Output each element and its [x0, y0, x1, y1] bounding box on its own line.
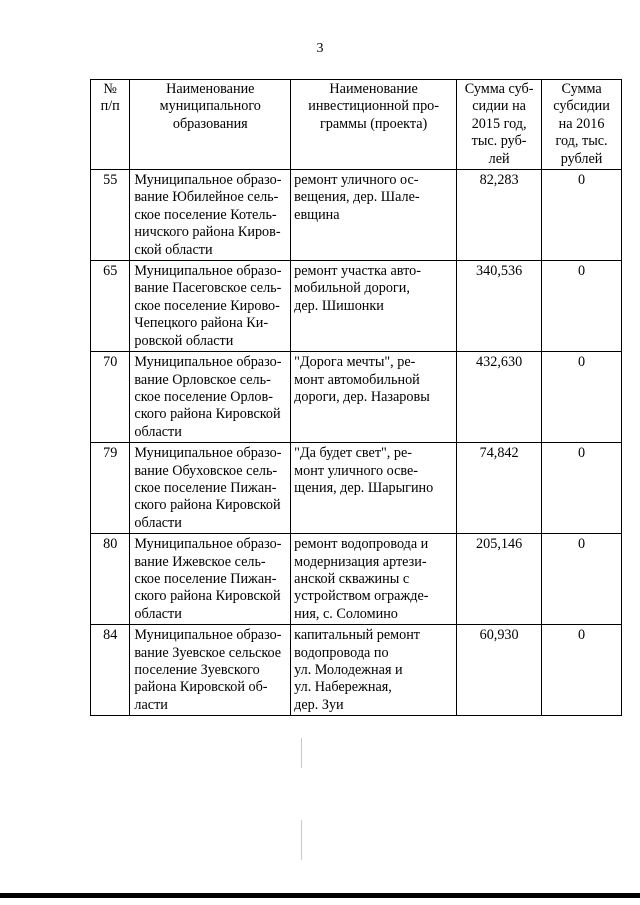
cell-line: Муниципальное образо- — [134, 536, 282, 553]
header-program-line: инвестиционной про- — [308, 98, 439, 115]
header-num — [91, 80, 130, 170]
header-sum-2016-line: рублей — [560, 150, 603, 167]
cell-line: "Да будет свет", ре- — [294, 445, 413, 462]
cell-line: Муниципальное образо- — [134, 627, 282, 644]
sum-2016-cell: 0 — [542, 352, 622, 443]
cell-line: Муниципальное образо- — [134, 172, 282, 189]
table-row — [91, 443, 622, 534]
cell-line: ремонт уличного ос- — [294, 172, 419, 189]
cell-line: ское поселение Пижан- — [134, 479, 277, 496]
header-program-line: Наименование — [329, 81, 418, 97]
cell-line: ровской области — [134, 332, 234, 349]
sum-2015-cell: 432,630 — [457, 352, 542, 443]
municipality-cell — [130, 443, 291, 534]
table-header — [91, 80, 622, 170]
sum-2015-cell: 60,930 — [457, 625, 542, 716]
program-cell — [291, 443, 457, 534]
header-sum-2016-line: субсидии — [553, 98, 610, 115]
table-row — [91, 352, 622, 443]
sum-2016-cell: 0 — [542, 625, 622, 716]
sum-2015-cell: 82,283 — [457, 170, 542, 261]
sum-2015-cell: 74,842 — [457, 443, 542, 534]
sum-2016-cell: 0 — [542, 534, 622, 625]
scan-artifact — [301, 820, 302, 860]
header-program-line: граммы (проекта) — [319, 115, 428, 132]
header-row — [91, 80, 622, 170]
row-number: 65 — [91, 261, 130, 352]
cell-line: модернизация артези- — [294, 553, 427, 570]
sum-2016-cell: 0 — [542, 443, 622, 534]
cell-line: "Дорога мечты", ре- — [294, 354, 416, 371]
cell-line: ния, с. Соломино — [294, 605, 398, 622]
cell-line: ремонт участка авто- — [294, 263, 421, 280]
cell-line: ул. Молодежная и — [294, 662, 403, 678]
sum-2015-cell: 340,536 — [457, 261, 542, 352]
cell-line: вание Обуховское сель- — [134, 462, 278, 479]
header-sum-2015 — [457, 80, 542, 170]
cell-line: Чепецкого района Ки- — [134, 315, 269, 332]
subsidy-table — [90, 79, 622, 716]
header-num-line: п/п — [100, 98, 120, 115]
cell-line: вание Ижевское сель- — [134, 553, 266, 570]
cell-line: Муниципальное образо- — [134, 354, 282, 371]
cell-line: евщина — [294, 206, 340, 223]
municipality-cell — [130, 534, 291, 625]
row-number: 80 — [91, 534, 130, 625]
program-cell — [291, 625, 457, 716]
cell-line: ской области — [134, 241, 213, 258]
cell-line: ремонт водопровода и — [294, 536, 429, 553]
municipality-cell — [130, 170, 291, 261]
cell-line: капитальный ремонт — [294, 627, 420, 644]
header-sum-2016 — [542, 80, 622, 170]
cell-line: ское поселение Котель- — [134, 206, 277, 223]
cell-line: щения, дер. Шарыгино — [294, 479, 434, 496]
cell-line: дороги, дер. Назаровы — [294, 388, 430, 405]
header-sum-2015-line: 2015 год, — [471, 115, 527, 132]
row-number: 79 — [91, 443, 130, 534]
row-number: 55 — [91, 170, 130, 261]
cell-line: Муниципальное образо- — [134, 263, 282, 280]
header-municipality — [130, 80, 291, 170]
cell-line: вание Зуевское сельское — [134, 644, 282, 661]
table-body — [91, 170, 622, 716]
header-sum-2016-line: на 2016 — [558, 115, 605, 132]
cell-line: ул. Набережная, — [294, 679, 392, 696]
table-row — [91, 625, 622, 716]
header-municipality-line: Наименование — [166, 81, 255, 97]
cell-line: вание Юбилейное сель- — [134, 189, 279, 206]
program-cell — [291, 352, 457, 443]
municipality-cell — [130, 261, 291, 352]
cell-line: ничского района Киров- — [134, 224, 281, 241]
header-sum-2015-line: Сумма суб- — [464, 81, 534, 97]
cell-line: водопровода по — [294, 644, 389, 661]
scan-artifact — [301, 738, 302, 768]
cell-line: ласти — [134, 696, 168, 713]
table-row — [91, 534, 622, 625]
cell-line: анской скважины с — [294, 570, 410, 587]
program-cell — [291, 170, 457, 261]
cell-line: области — [134, 605, 182, 622]
cell-line: дер. Шишонки — [294, 297, 384, 314]
header-sum-2015-line: лей — [488, 150, 510, 167]
cell-line: ское поселение Пижан- — [134, 570, 277, 587]
cell-line: ского района Кировской — [134, 406, 281, 423]
sum-2015-cell: 205,146 — [457, 534, 542, 625]
header-num-line: № — [103, 81, 117, 97]
cell-line: ского района Кировской — [134, 588, 281, 605]
cell-line: района Кировской об- — [134, 679, 268, 696]
header-sum-2015-line: сидии на — [472, 98, 526, 115]
sum-2016-cell: 0 — [542, 261, 622, 352]
table-row — [91, 261, 622, 352]
cell-line: монт уличного осве- — [294, 462, 419, 479]
page-number: 3 — [316, 41, 324, 56]
cell-line: устройством огражде- — [294, 588, 429, 605]
municipality-cell — [130, 625, 291, 716]
scan-border-line — [0, 893, 640, 898]
cell-line: вание Пасеговское сель- — [134, 280, 282, 297]
cell-line: монт автомобильной — [294, 371, 420, 388]
cell-line: вание Орловское сель- — [134, 371, 271, 388]
cell-line: ское поселение Кирово- — [134, 297, 280, 314]
cell-line: мобильной дороги, — [294, 280, 410, 297]
cell-line: ское поселение Орлов- — [134, 388, 273, 405]
cell-line: дер. Зуи — [294, 696, 344, 713]
cell-line: ского района Кировской — [134, 497, 281, 514]
cell-line: области — [134, 423, 182, 440]
header-municipality-line: образования — [172, 115, 248, 132]
header-municipality-line: муниципального — [159, 98, 261, 115]
cell-line: Муниципальное образо- — [134, 445, 282, 462]
row-number: 84 — [91, 625, 130, 716]
cell-line: области — [134, 514, 182, 531]
header-sum-2016-line: Сумма — [561, 81, 602, 97]
row-number: 70 — [91, 352, 130, 443]
header-program — [291, 80, 457, 170]
program-cell — [291, 534, 457, 625]
cell-line: вещения, дер. Шале- — [294, 189, 420, 206]
program-cell — [291, 261, 457, 352]
table-row — [91, 170, 622, 261]
header-sum-2015-line: тыс. руб- — [471, 133, 527, 150]
sum-2016-cell: 0 — [542, 170, 622, 261]
header-sum-2016-line: год, тыс. — [555, 133, 608, 150]
cell-line: поселение Зуевского — [134, 662, 260, 678]
municipality-cell — [130, 352, 291, 443]
